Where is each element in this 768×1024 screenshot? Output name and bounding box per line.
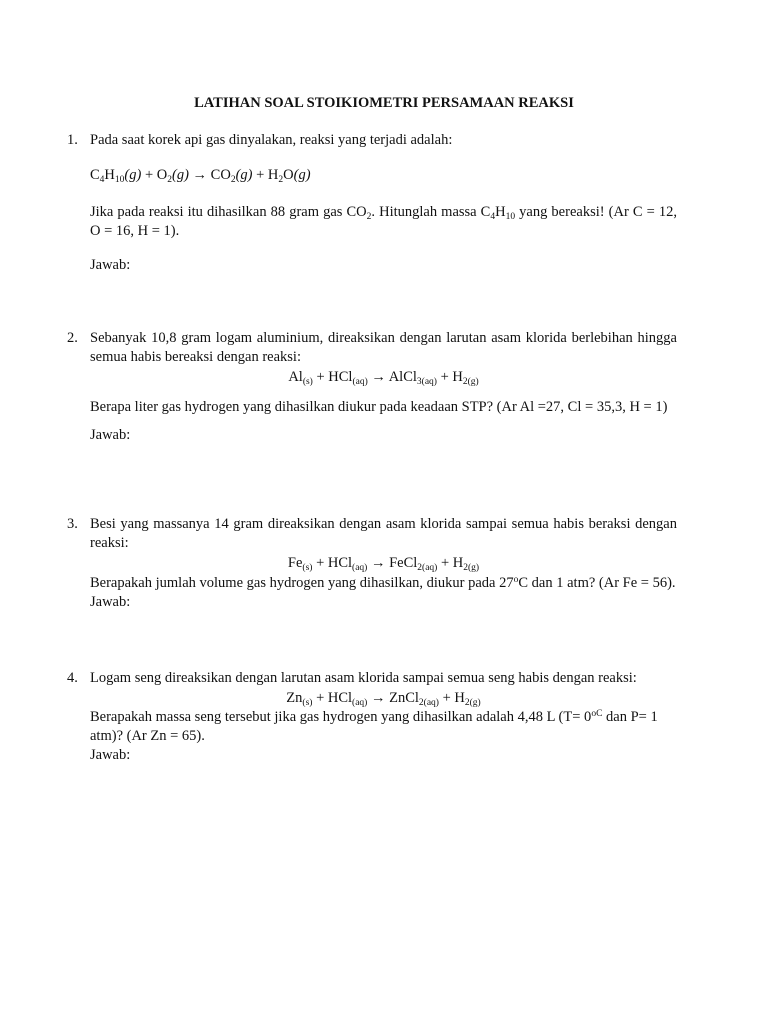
question-2-answer-label: Jawab: [90,427,131,443]
question-2-intro: Sebanyak 10,8 gram logam aluminium, direaksikan dengan larutan asam klorida berlebihan hingga semua habis bereaksi dengan reaksi: [90,330,677,365]
question-1-number: 1. [67,132,78,148]
question-3-text: Berapakah jumlah volume gas hydrogen yang dihasilkan, diukur pada 27$^o$C dan 1 atm? (Ar Fe = 56). [90,575,676,591]
question-2-text: Berapa liter gas hydrogen yang dihasilkan diukur pada keadaan STP? (Ar Al =27, Cl = 35,3, H = 1) [90,399,668,415]
question-3-number: 3. [67,516,78,532]
page-title: LATIHAN SOAL STOIKIOMETRI PERSAMAAN REAKSI [194,95,574,111]
question-4-answer-label: Jawab: [90,747,131,763]
question-4-intro: Logam seng direaksikan dengan larutan asam klorida sampai semua seng habis dengan reaksi: [90,670,637,686]
question-1-intro: Pada saat korek api gas dinyalakan, reaksi yang terjadi adalah: [90,132,453,148]
question-4-text: Berapakah massa seng tersebut jika gas hydrogen yang dihasilkan adalah 4,48 L ($T= 0^{oC}$ dan P= 1 atm)? (Ar Zn = 65). [90,709,658,744]
question-3-equation: $Fe_{(s)} + HCl_{(aq)}$ → FeCl$_{2(aq)}$ + $H_{2(g)}$ [287,555,480,573]
question-1-answer-label: Jawab: [90,257,131,273]
question-2-equation: $Al_{(s)} + HCl_{(aq)}$ → AlCl$_{3(aq)}$ + $H_{2(g)}$ [288,369,479,387]
question-1-text: Jika pada reaksi itu dihasilkan 88 gram gas $CO_2$. Hitunglah massa $C_4H_{10}$ yang bereaksi! (Ar C = 12, O = 16, H = 1). [90,204,677,239]
question-2-number: 2. [67,330,78,346]
question-1-equation: $C_4H_{10}(g) + O_2(g) \to CO_2(g) + H_2O(g)$ [90,167,311,185]
question-4-equation: $Zn_{(s)} + HCl_{(aq)}$ → ZnCl$_{2(aq)}$ + $H_{2(g)}$ [286,690,481,708]
question-4-number: 4. [67,670,78,686]
question-3-intro: Besi yang massanya 14 gram direaksikan dengan asam klorida sampai semua habis beraksi dengan reaksi: [90,516,677,551]
question-3-answer-label: Jawab: [90,594,131,610]
